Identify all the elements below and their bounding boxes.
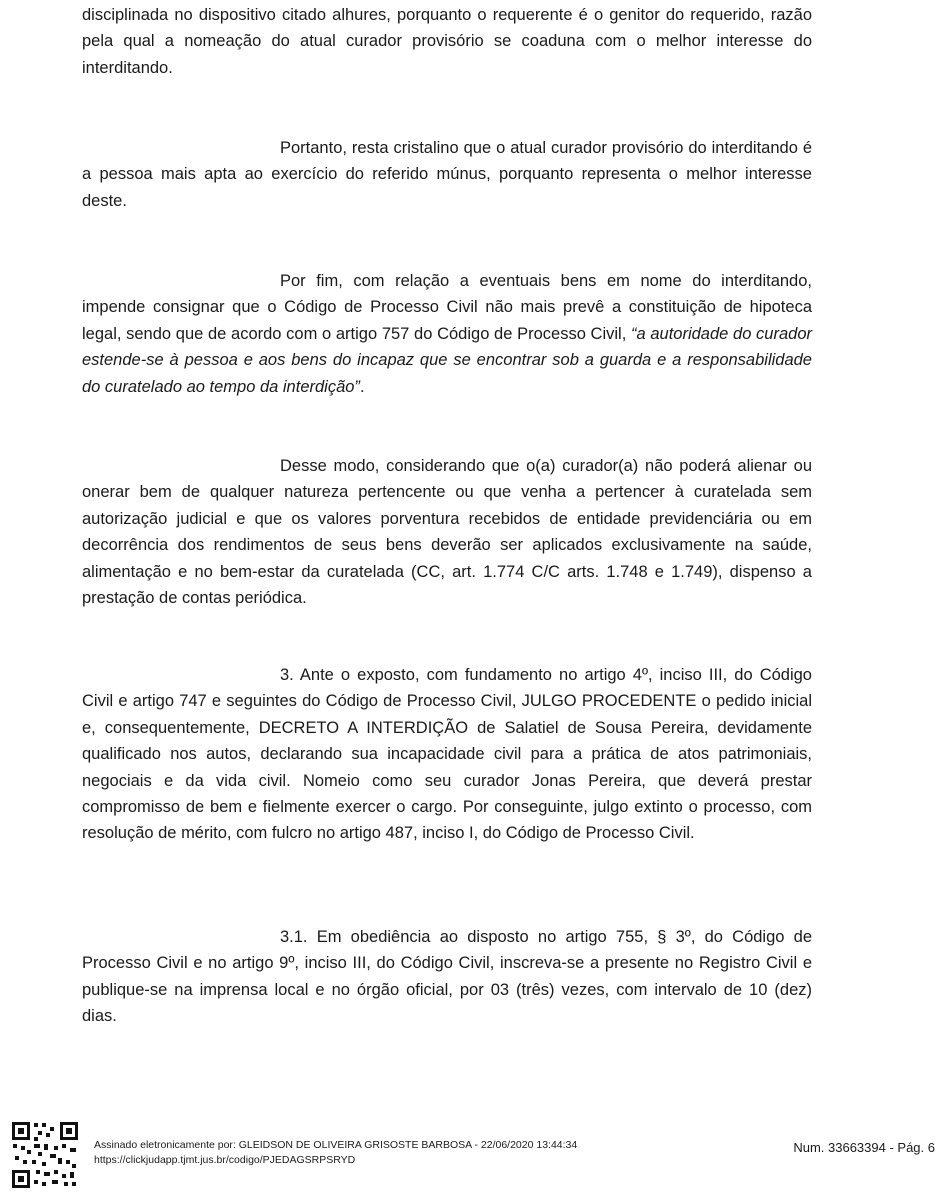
paragraph-text-end: . bbox=[359, 377, 365, 396]
paragraph-accounts-waiver bbox=[82, 453, 812, 611]
qr-code-icon bbox=[10, 1120, 80, 1190]
paragraph-text: disciplinada no dispositivo citado alhures, porquanto o requerente é o genitor do requerido, razão pela qual a nomeação do atual curador provisório se coaduna com o melhor interesse do interditando. bbox=[82, 6, 812, 77]
page-number: Num. 33663394 - Pág. 6 bbox=[793, 1140, 935, 1155]
paragraph-registration-order bbox=[82, 924, 812, 1030]
signature-footer bbox=[94, 1138, 577, 1168]
paragraph-text: Portanto, resta cristalino que o atual curador provisório do interditando é a pessoa mais apta ao exercício do referido múnus, porquanto representa o melhor interesse deste. bbox=[82, 139, 812, 210]
verification-link[interactable]: https://clickjudapp.tjmt.jus.br/codigo/PJEDAGSRPSRYD bbox=[94, 1154, 356, 1166]
paragraph-ruling bbox=[82, 662, 812, 847]
paragraph-text: 3.1. Em obediência ao disposto no artigo 755, § 3º, do Código de Processo Civil e no artigo 9º, inciso III, do Código Civil, inscreva-se a presente no Registro Civil e publique-se na imprensa local e no órgão oficial, por 03 (três) vezes, com intervalo de 10 (dez) dias. bbox=[82, 928, 812, 1026]
paragraph-text: Por fim, com relação a eventuais bens em nome do interditando, impende consignar que o Código de Processo Civil não mais prevê a constituição de hipoteca legal, sendo que de acordo com o artigo 757 do Código de Processo Civil, bbox=[82, 272, 812, 343]
paragraph-text: Desse modo, considerando que o(a) curador(a) não poderá alienar ou onerar bem de qualquer natureza pertencente ou que venha a pertencer à curatelada sem autorização judicial e que os valores porventura recebidos de entidade previdenciária ou em decorrência dos rendimentos de seus bens deverão ser aplicados exclusivamente na saúde, alimentação e no bem-estar da curatelada (CC, art. 1.774 C/C arts. 1.748 e 1.749), dispenso a prestação de contas periódica. bbox=[82, 457, 812, 608]
paragraph-curator-fitness bbox=[82, 135, 812, 214]
legal-quote: “a autoridade do curador estende-se à pessoa e aos bens do incapaz que se encontrar sob a guarda e a responsabilidade do curatelado ao tempo da interdição” bbox=[82, 324, 813, 396]
paragraph-text: 3. Ante o exposto, com fundamento no artigo 4º, inciso III, do Código Civil e artigo 747 e seguintes do Código de Processo Civil, JULGO PROCEDENTE o pedido inicial e, consequentemente, DECRETO A INTERDIÇÃO de Salatiel de Sousa Pereira, devidamente qualificado nos autos, declarando sua incapacidade civil para a prática de atos patrimoniais, negociais e da vida civil. Nomeio como seu curador Jonas Pereira, que deverá prestar compromisso de bem e fielmente exercer o cargo. Por conseguinte, julgo extinto o processo, com resolução de mérito, com fulcro no artigo 487, inciso I, do Código de Processo Civil. bbox=[82, 666, 812, 843]
paragraph-assets bbox=[82, 268, 812, 400]
paragraph-continuation bbox=[82, 2, 812, 81]
signature-line: Assinado eletronicamente por: GLEIDSON DE OLIVEIRA GRISOSTE BARBOSA - 22/06/2020 13:44:34 bbox=[94, 1139, 578, 1151]
